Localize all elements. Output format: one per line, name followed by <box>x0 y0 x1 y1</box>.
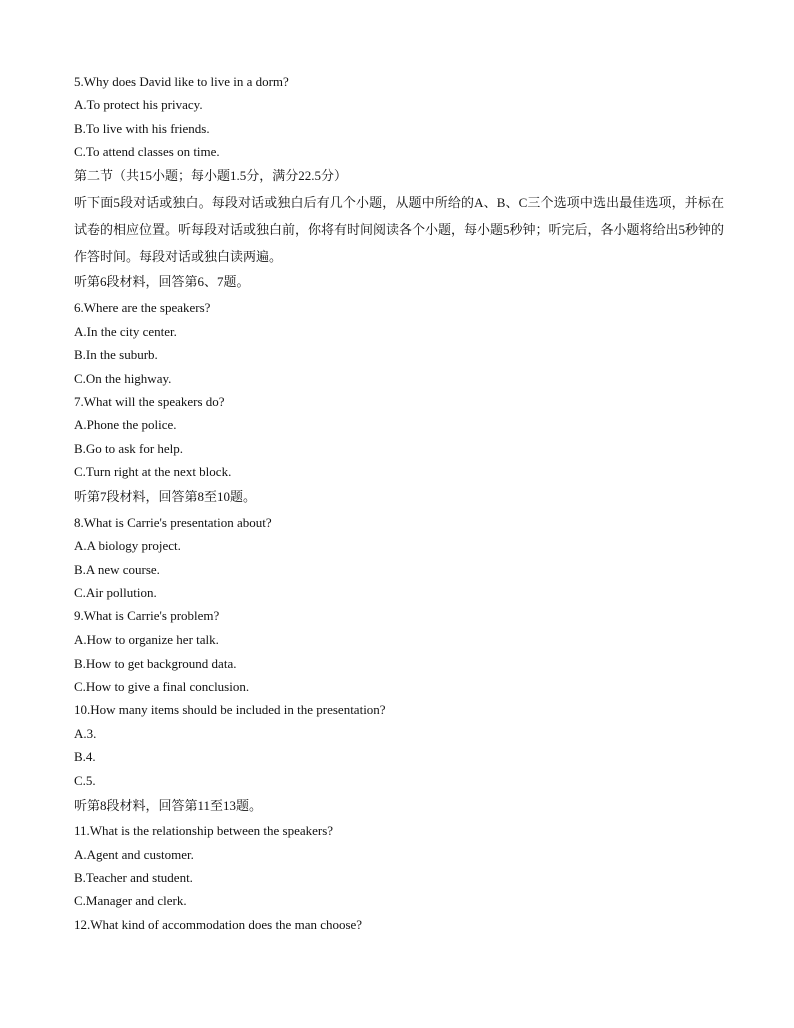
question-6: 6.Where are the speakers? <box>74 300 211 315</box>
option-10b: B.4. <box>74 749 96 764</box>
section-heading: 第二节（共15小题；每小题1.5分，满分22.5分） <box>74 168 348 183</box>
material-6-heading: 听第6段材料，回答第6、7题。 <box>74 274 250 289</box>
option-8b: B.A new course. <box>74 562 160 577</box>
option-5c: C.To attend classes on time. <box>74 144 220 159</box>
material-7-heading: 听第7段材料，回答第8至10题。 <box>74 489 257 504</box>
option-9a: A.How to organize her talk. <box>74 632 219 647</box>
option-11c: C.Manager and clerk. <box>74 893 187 908</box>
option-6a: A.In the city center. <box>74 324 177 339</box>
option-6c: C.On the highway. <box>74 371 172 386</box>
section-instructions: 听下面5段对话或独白。每段对话或独白后有几个小题，从题中所给的A、B、C三个选项中选出最佳选项，并标在试卷的相应位置。听每段对话或独白前，你将有时间阅读各个小题，每小题5秒钟；听完后，各小题将给出5秒钟的作答时间。每段对话或独白读两遍。 <box>74 195 725 264</box>
question-10: 10.How many items should be included in the presentation? <box>74 702 386 717</box>
option-10c: C.5. <box>74 773 96 788</box>
option-9c: C.How to give a final conclusion. <box>74 679 250 694</box>
option-5a: A.To protect his privacy. <box>74 97 203 112</box>
option-11a: A.Agent and customer. <box>74 847 194 862</box>
option-9b: B.How to get background data. <box>74 656 237 671</box>
question-8: 8.What is Carrie's presentation about? <box>74 515 272 530</box>
question-11: 11.What is the relationship between the speakers? <box>74 823 334 838</box>
question-9: 9.What is Carrie's problem? <box>74 608 220 623</box>
option-7c: C.Turn right at the next block. <box>74 464 232 479</box>
question-5: 5.Why does David like to live in a dorm? <box>74 74 289 89</box>
option-6b: B.In the suburb. <box>74 347 158 362</box>
option-5b: B.To live with his friends. <box>74 121 210 136</box>
option-7a: A.Phone the police. <box>74 417 177 432</box>
option-7b: B.Go to ask for help. <box>74 441 184 456</box>
option-11b: B.Teacher and student. <box>74 870 193 885</box>
question-12: 12.What kind of accommodation does the man choose? <box>74 917 363 932</box>
question-7: 7.What will the speakers do? <box>74 394 225 409</box>
option-10a: A.3. <box>74 726 97 741</box>
option-8c: C.Air pollution. <box>74 585 157 600</box>
material-8-heading: 听第8段材料，回答第11至13题。 <box>74 798 263 813</box>
option-8a: A.A biology project. <box>74 538 181 553</box>
